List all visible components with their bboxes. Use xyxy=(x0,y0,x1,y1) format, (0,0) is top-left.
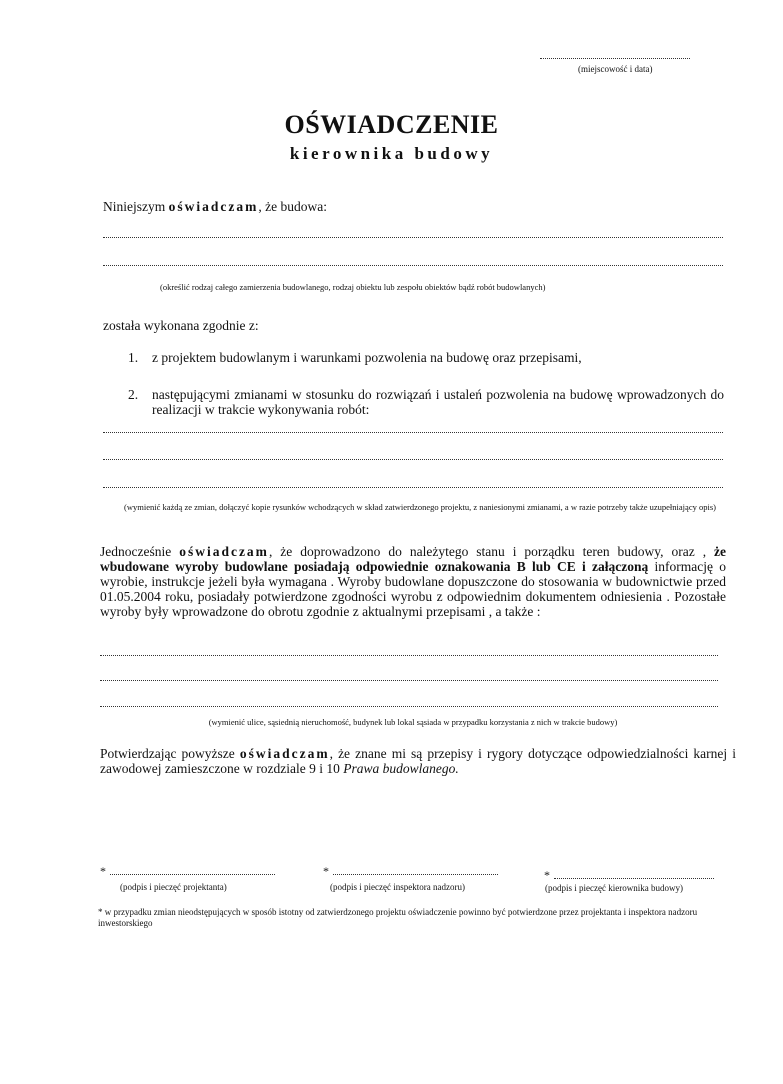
item2-text: następującymi zmianami w stosunku do rozwiązań i ustaleń pozwolenia na budowę wprowadzonych do realizacji w trakcie wykonywania robót: xyxy=(152,387,724,417)
changes-caption: (wymienić każdą ze zmian, dołączyć kopie rysunków wchodzących w skład zatwierdzonego projektu, z naniesionymi zmianami, a w razie potrzeby także uzupełniający opis) xyxy=(124,502,716,512)
intro-prefix: Niniejszym xyxy=(103,199,169,214)
simultaneously-paragraph xyxy=(100,544,726,619)
signature-designer-caption: (podpis i pieczęć projektanta) xyxy=(120,882,227,892)
signature-star: * xyxy=(323,864,329,878)
neighbor-caption: (wymienić ulice, sąsiednią nieruchomość, budynek lub lokal sąsiada w przypadku korzystania z nich w trakcie budowy) xyxy=(208,717,618,727)
item2-number: 2. xyxy=(128,387,139,402)
simultaneously-bold: że wbudowane wyroby budowlane posiadają odpowiednie oznakowania B lub CE i załączoną xyxy=(100,544,727,574)
signature-star: * xyxy=(544,868,550,882)
intro-suffix: , że budowa: xyxy=(258,199,327,214)
confirmation-prefix: Potwierdzając powyższe xyxy=(100,746,240,761)
neighbor-field-3[interactable] xyxy=(100,706,718,707)
signature-manager[interactable] xyxy=(544,866,724,884)
construction-field-1[interactable] xyxy=(103,237,723,238)
completed-lead: została wykonana zgodnie z: xyxy=(103,318,259,333)
changes-field-2[interactable] xyxy=(103,459,723,460)
construction-caption: (określić rodzaj całego zamierzenia budowlanego, rodzaj obiektu lub zespołu obiektów bądź robót budowlanych) xyxy=(160,282,546,292)
confirmation-declare: oświadczam xyxy=(239,746,330,761)
item1-text: z projektem budowlanym i warunkami pozwolenia na budowę oraz przepisami, xyxy=(152,350,582,365)
signature-line xyxy=(333,874,498,875)
signature-inspector[interactable] xyxy=(323,862,503,880)
changes-field-1[interactable] xyxy=(103,432,723,433)
confirmation-paragraph xyxy=(100,746,736,776)
signature-manager-caption: (podpis i pieczęć kierownika budowy) xyxy=(545,883,683,893)
signature-line xyxy=(110,874,275,875)
signature-line xyxy=(554,878,714,879)
simultaneously-declare: oświadczam xyxy=(179,544,269,559)
intro-declare: oświadczam xyxy=(168,199,259,214)
footnote: * w przypadku zmian nieodstępujących w sposób istotny od zatwierdzonego projektu oświadczenie powinno być potwierdzone przez projektanta i inspektora nadzoru inwestorskiego xyxy=(98,907,698,928)
changes-field-3[interactable] xyxy=(103,487,723,488)
simultaneously-part2: informację o wyrobie, instrukcje jeżeli była wymagana . Wyroby budowlane dopuszczone do stosowania w budownictwie przed 01.05.2004 roku, posiadały potwierdzone zgodności wyrobu z odpowiednim dokumentem odniesienia . Pozostałe wyroby były wprowadzone do obrotu zgodnie z aktualnymi przepisami , a także : xyxy=(100,559,726,619)
simultaneously-part1: , że doprowadzono do należytego stanu i porządku teren budowy, oraz , xyxy=(268,544,715,559)
confirmation-italic: Prawa budowlanego. xyxy=(343,761,459,776)
signature-inspector-caption: (podpis i pieczęć inspektora nadzoru) xyxy=(330,882,465,892)
confirmation-part1: , że znane mi są przepisy i rygory dotyczące odpowiedzialności karnej i zawodowej zamieszczone w rozdziale 9 i 10 xyxy=(100,746,736,776)
simultaneously-prefix: Jednocześnie xyxy=(100,544,180,559)
place-date-caption: (miejscowość i data) xyxy=(578,64,653,74)
neighbor-field-1[interactable] xyxy=(100,655,718,656)
place-date-line[interactable] xyxy=(540,58,690,59)
intro-line xyxy=(103,199,327,214)
document-subtitle: kierownika budowy xyxy=(289,144,494,163)
neighbor-field-2[interactable] xyxy=(100,680,718,681)
signature-designer[interactable] xyxy=(100,862,280,880)
document-title: OŚWIADCZENIE xyxy=(284,110,499,139)
item1-number: 1. xyxy=(128,350,139,365)
signature-star: * xyxy=(100,864,106,878)
construction-field-2[interactable] xyxy=(103,265,723,266)
